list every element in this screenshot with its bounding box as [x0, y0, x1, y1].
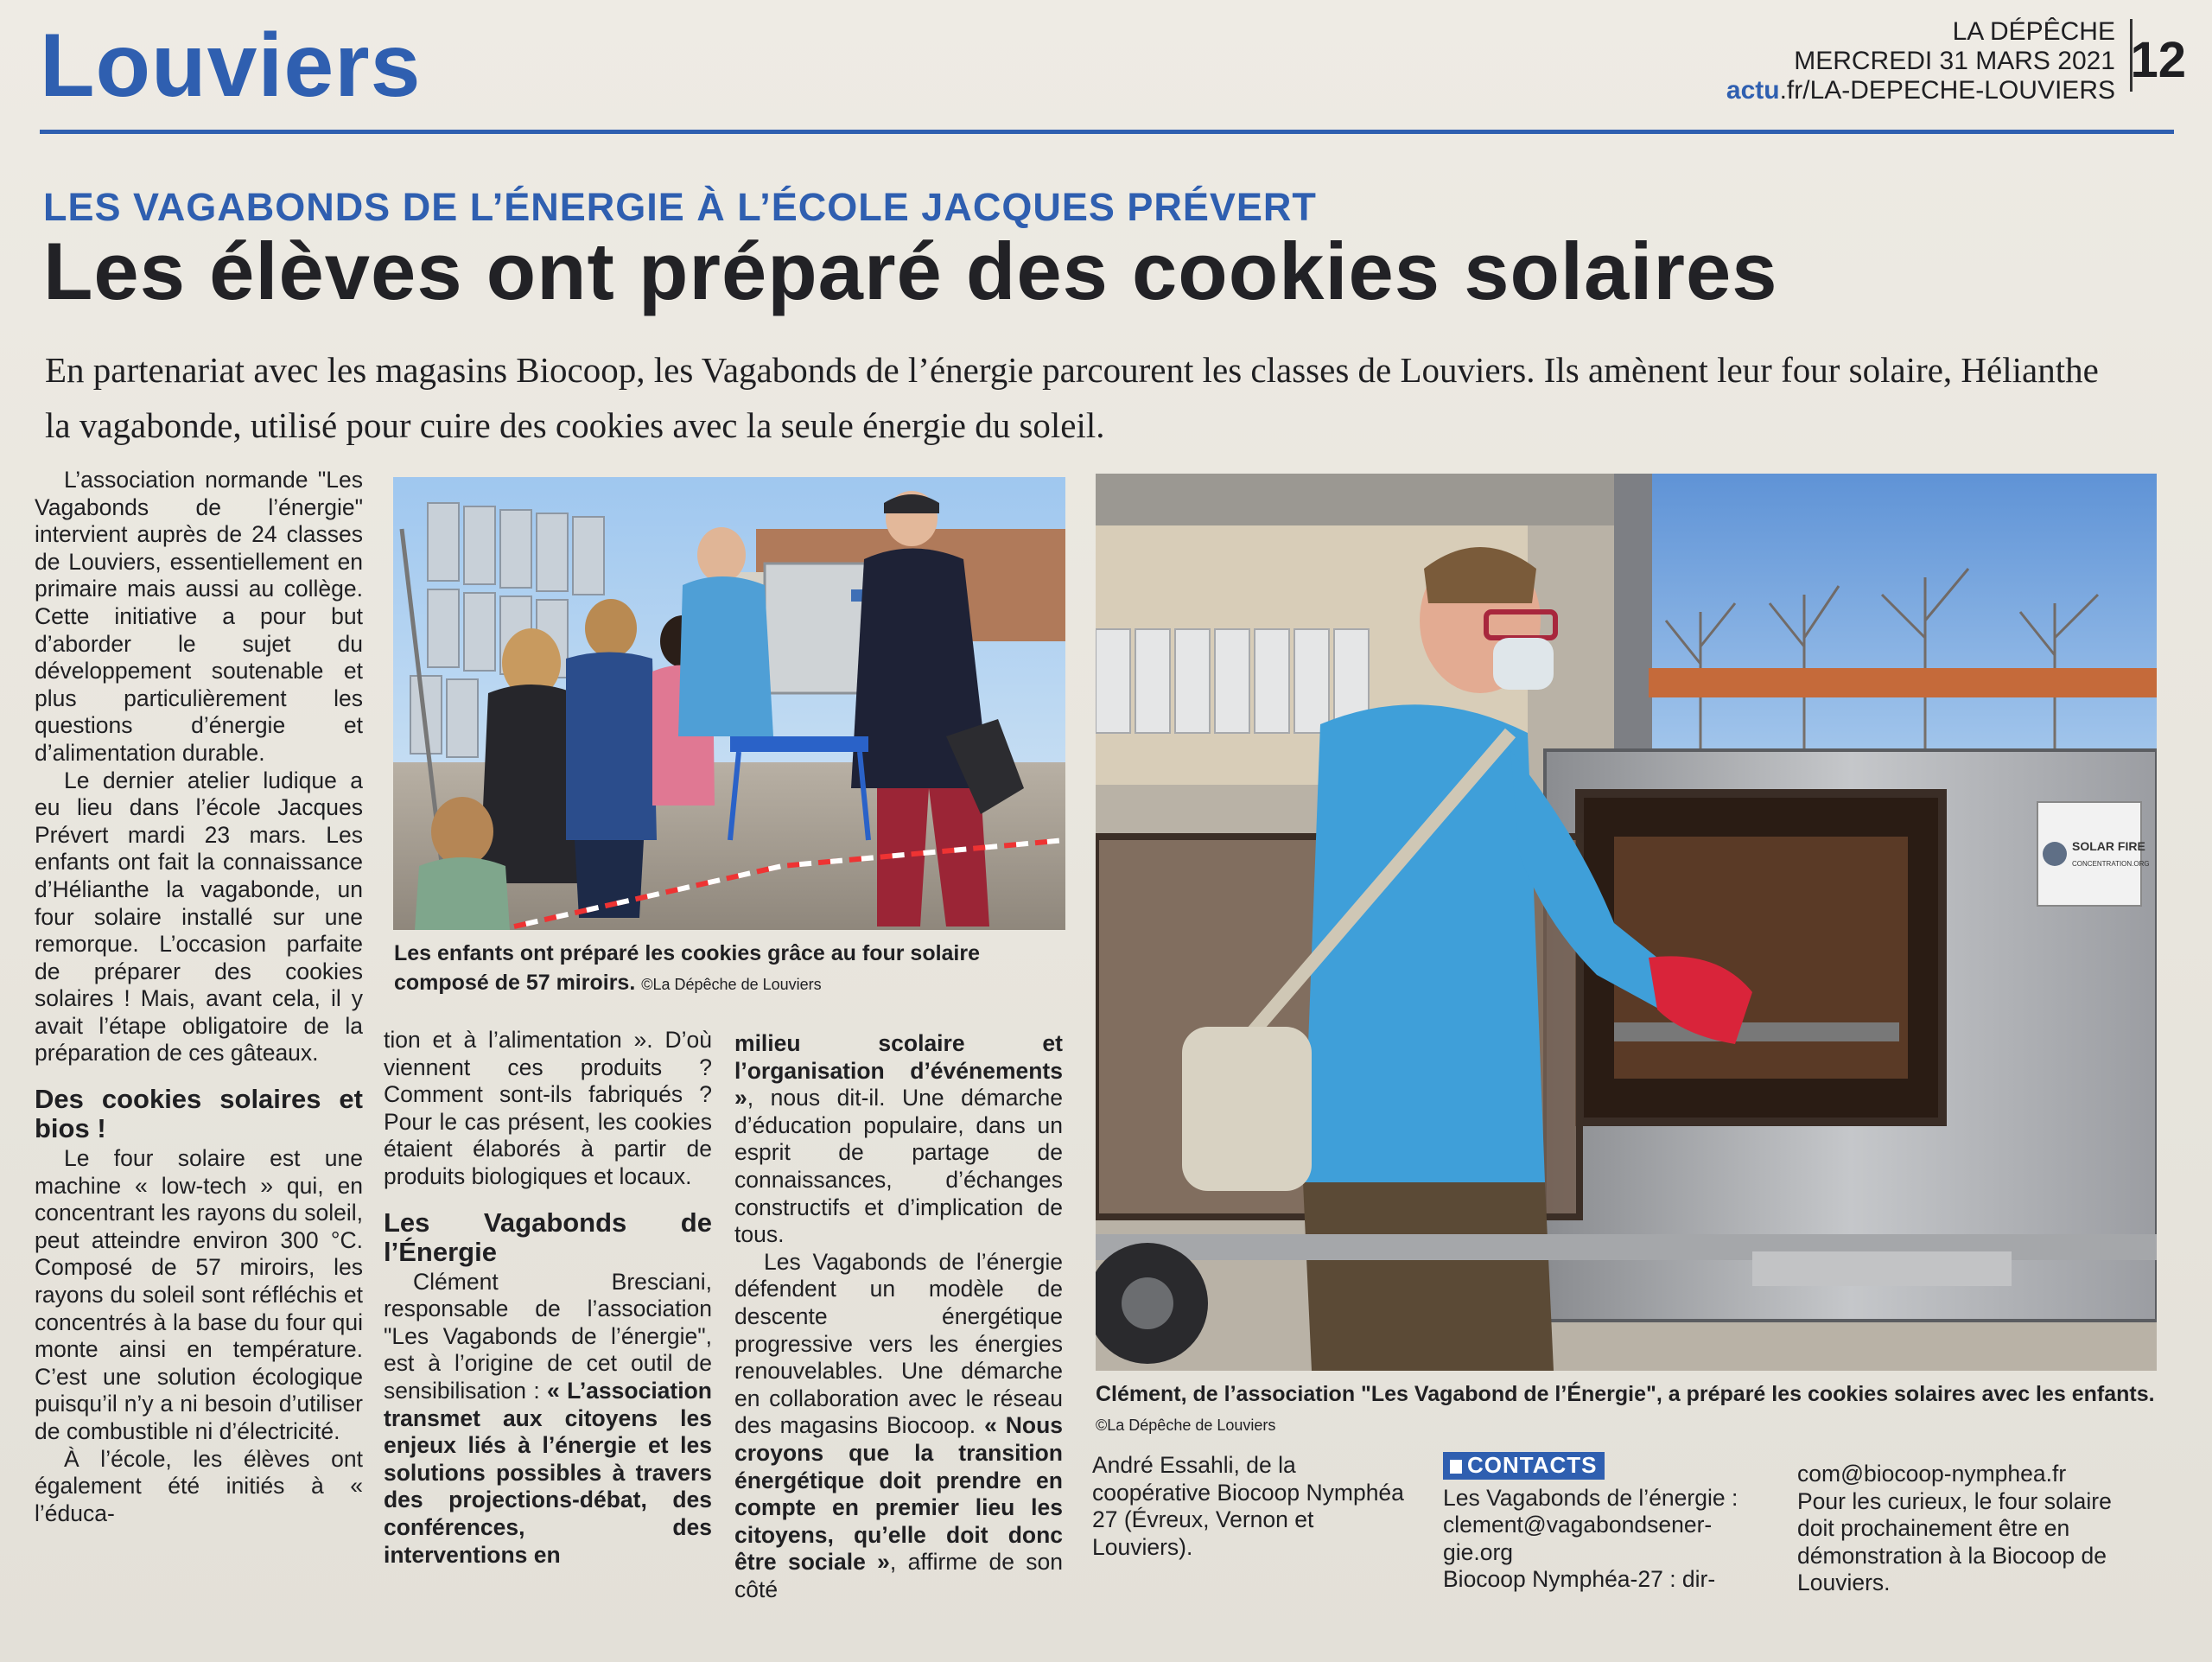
article-standfirst: En partenariat avec les magasins Biocoop, les Vagabonds de l’énergie parcourent les classes de Louviers. Ils amènent leur four solaire, Hélianthe la vagabonde, utilisé pour cuire des cookies avec la seule énergie du soleil.	[45, 350, 2099, 445]
oven-sign-text-2: CONCENTRATION.ORG	[2072, 860, 2150, 868]
url-rest: .fr/LA-DEPECHE-LOUVIERS	[1779, 76, 2115, 105]
article-column-1	[35, 467, 363, 1527]
square-icon	[1450, 1460, 1462, 1474]
publication-name: LA DÉPÊCHE	[1952, 17, 2115, 46]
photo-credit: ©La Dépêche de Louviers	[1096, 1417, 1276, 1434]
contacts-badge-label: CONTACTS	[1467, 1452, 1598, 1478]
contact-line: Biocoop Nymphéa-27 : dir-	[1443, 1566, 1716, 1593]
paragraph	[734, 1030, 1063, 1249]
caption-text: Clément, de l’association "Les Vagabond de l’Énergie", a préparé les cookies solaires avec les enfants.	[1096, 1382, 2155, 1406]
paragraph: Le four solaire est une machine « low-tech » qui, en concentrant les rayons du soleil, peut atteindre environ 300 °C. Composé de 57 miroirs, les rayons du soleil sont réfléchis et concentrés à la base du four qui monte ainsi en température. C’est une solution écologique puisqu’il n’y a ni besoin d’utiliser de combustible ni d’électricité.	[35, 1145, 363, 1444]
contacts-badge	[1443, 1452, 1605, 1480]
paragraph	[384, 1269, 712, 1570]
quote-text: milieu scolaire et l’organisation d’événements »	[734, 1030, 1063, 1111]
contact-line: Les Vagabonds de l’énergie :	[1443, 1484, 1738, 1511]
photo-caption-right	[1096, 1379, 2160, 1440]
masthead-rule	[40, 130, 2174, 134]
paragraph: Pour les curieux, le four solaire doit prochainement être en démonstration à la Biocoop de Louviers.	[1797, 1487, 2112, 1596]
contact-email: gie.org	[1443, 1538, 1514, 1565]
article-column-2	[384, 1027, 712, 1569]
photo-children-solar-oven	[393, 477, 1065, 930]
paragraph-text: , affirme de son côté	[734, 1549, 1063, 1602]
section-title: Louviers	[40, 16, 422, 116]
contact-email: clement@vagabondsener-	[1443, 1512, 1713, 1538]
caption-text: Les enfants ont préparé les cookies grâce au four solaire composé de 57 miroirs.	[394, 941, 981, 995]
photo-credit: ©La Dépêche de Louviers	[641, 976, 822, 993]
contact-email: com@biocoop-nymphea.fr	[1797, 1461, 2067, 1487]
paragraph	[734, 1249, 1063, 1604]
paragraph-text: Clément Bresciani, responsable de l’association "Les Vagabonds de l’énergie", est à l’origine de cet outil de sensibilisation :	[384, 1268, 712, 1404]
paragraph: Le dernier atelier ludique a eu lieu dans l’école Jacques Prévert mardi 23 mars. Les enfants ont fait la connaissance d’Hélianthe la vagabonde, un four solaire installé sur une remorque. L’occasion parfaite de préparer des cookies solaires ! Mais, avant cela, il y avait l’étape obligatoire de la préparation de ces gâteaux.	[35, 767, 363, 1067]
article-column-6	[1797, 1461, 2126, 1597]
oven-sign-text-1: SOLAR FIRE	[2072, 839, 2145, 853]
paragraph-text: , nous dit-il. Une démarche d’éducation populaire, dans un esprit de partage de connaissances, d’échanges constructifs et d’implication de tous.	[734, 1085, 1063, 1248]
page-number: 12	[2130, 32, 2186, 88]
url-brand: actu	[1726, 76, 1780, 105]
publication-date: MERCREDI 31 MARS 2021	[1794, 47, 2115, 75]
article-kicker: LES VAGABONDS DE L’ÉNERGIE À L’ÉCOLE JACQUES PRÉVERT	[43, 185, 1317, 229]
subheading: Des cookies solaires et bios !	[35, 1084, 363, 1144]
paragraph: À l’école, les élèves ont également été initiés à « l’éduca-	[35, 1445, 363, 1526]
contacts-box	[1443, 1452, 1771, 1594]
article-headline: Les élèves ont préparé des cookies solaires	[43, 226, 1778, 316]
article-column-4	[1092, 1452, 1421, 1561]
publication-url	[1726, 76, 2115, 105]
quote-text: « L’association transmet aux citoyens les enjeux liés à l’énergie et les solutions possibles à travers des projections-débat, des conférences, des interventions en	[384, 1377, 712, 1568]
photo-caption-left	[394, 939, 1068, 999]
paragraph: L’association normande "Les Vagabonds de l’énergie" intervient auprès de 24 classes de Louviers, essentiellement en primaire mais aussi au collège. Cette initiative a pour but d’aborder le sujet du développement soutenable et plus particulièrement les questions d’énergie et d’alimentation durable.	[35, 467, 363, 766]
publication-info	[1726, 17, 2115, 105]
paragraph: André Essahli, de la coopérative Biocoop Nymphéa 27 (Évreux, Vernon et Louviers).	[1092, 1452, 1404, 1560]
photo-clement-solar-oven	[1096, 474, 2157, 1371]
paragraph-text: Les Vagabonds de l’énergie défendent un modèle de descente énergétique progressive vers les énergies renouvelables. Une démarche en collaboration avec le réseau des magasins Biocoop.	[734, 1248, 1063, 1439]
article-column-3	[734, 1030, 1063, 1603]
quote-text: « Nous croyons que la transition énergétique doit prendre en compte en premier lieu les citoyens, qu’elle doit donc être sociale »	[734, 1412, 1063, 1576]
subheading: Les Vagabonds de l’Énergie	[384, 1207, 712, 1267]
paragraph: tion et à l’alimentation ». D’où viennent ces produits ? Comment sont-ils fabriqués ? Pour le cas présent, les cookies étaient élaborés à partir de produits biologiques et locaux.	[384, 1027, 712, 1189]
